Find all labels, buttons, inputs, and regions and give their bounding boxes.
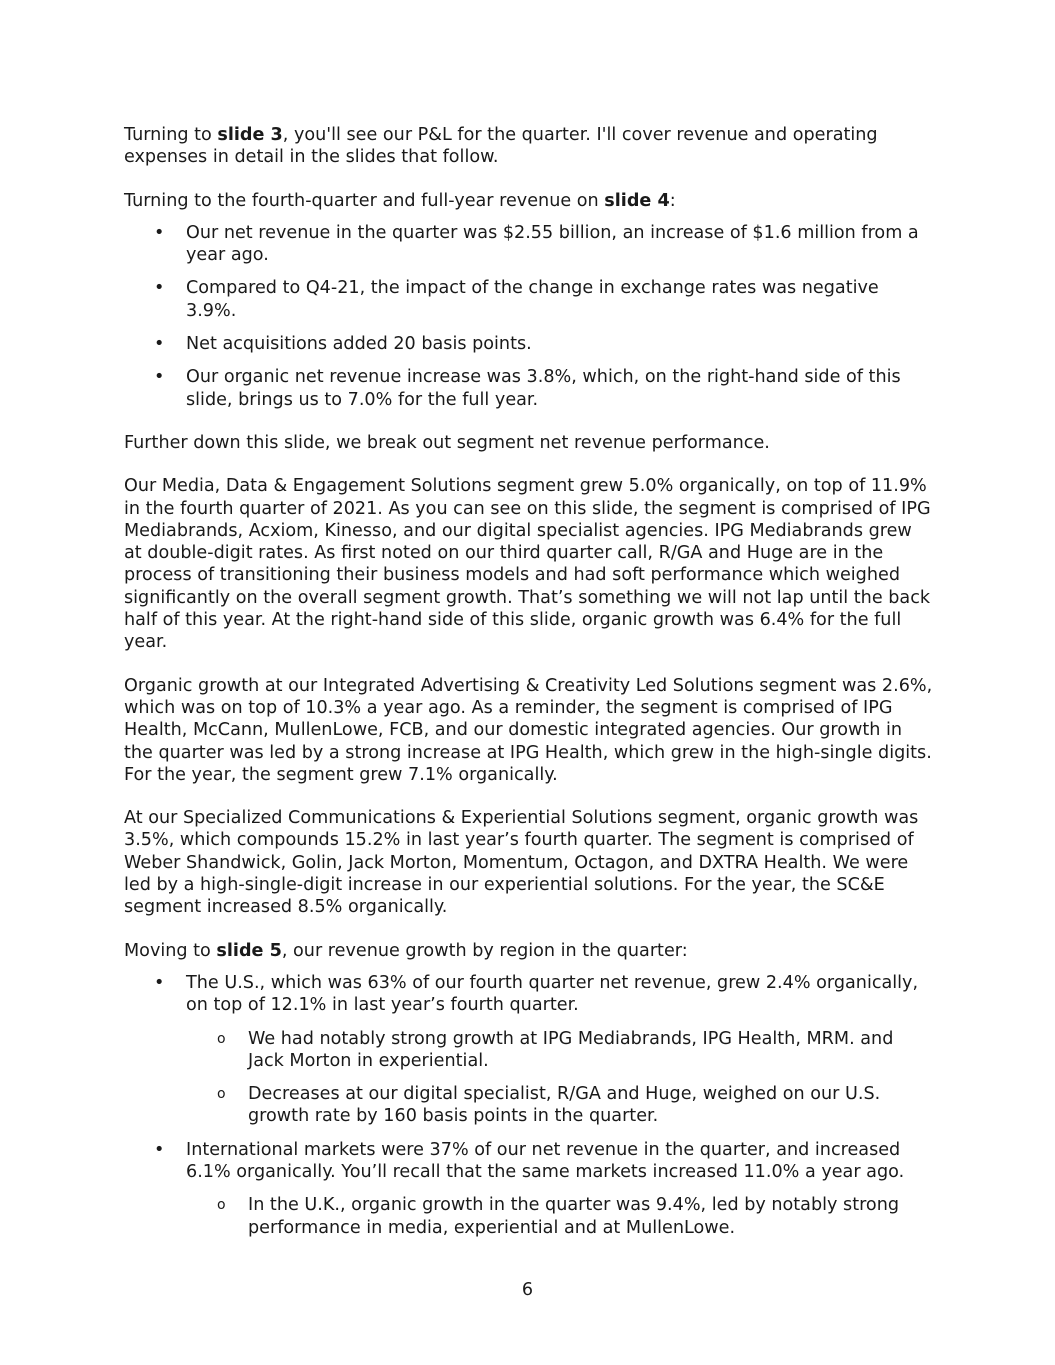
paragraph-iacls: Organic growth at our Integrated Advertising & Creativity Led Solutions segment was 2.6%, which was on top of 10.3% a year ago. As a reminder, the segment is comprised of IPG Health, McCann, MullenLowe, FCB, and our domestic integrated agencies. Our growth in the quarter was led by a strong increase at IPG Health, which grew in the high-single digits. For the year, the segment grew 7.1% organically. xyxy=(124,675,933,785)
paragraph-mdes: Our Media, Data & Engagement Solutions segment grew 5.0% organically, on top of 11.9% in the fourth quarter of 2021. As you can see on this slide, the segment is comprised of IPG Mediabrands, Acxiom, Kinesso, and our digital specialist agencies. IPG Mediabrands grew at double-digit rates. As first noted on our third quarter call, R/GA and Huge are in the process of transitioning their business models and had soft performance which weighed significantly on the overall segment growth. That’s something we will not lap until the back half of this year. At the right-hand side of this slide, organic growth was 6.4% for the full year. xyxy=(124,476,931,653)
intl-bullet-text: International markets were 37% of our net revenue in the quarter, and increased 6.1% organically. You’ll recall that the same markets increased 11.0% a year ago. xyxy=(186,1139,905,1182)
list-item xyxy=(124,1139,934,1239)
us-bullet-text: The U.S., which was 63% of our fourth quarter net revenue, grew 2.4% organically, on top of 12.1% in last year’s fourth quarter. xyxy=(186,972,919,1016)
sub-list-item: o We had notably strong growth at IPG Mediabrands, IPG Health, MRM. and Jack Morton in experiential. xyxy=(186,1028,934,1073)
list-item: • Compared to Q4-21, the impact of the change in exchange rates was negative 3.9%. xyxy=(124,277,934,322)
paragraph-segment-intro: Further down this slide, we break out segment net revenue performance. xyxy=(124,432,770,453)
slide-5-bullet-list xyxy=(124,972,934,1239)
paragraph-slide-4: Turning to the fourth-quarter and full-year revenue on slide 4: xyxy=(124,190,676,211)
paragraph-slide-5: Moving to slide 5, our revenue growth by region in the quarter: xyxy=(124,940,688,961)
paragraph-scees: At our Specialized Communications & Experiential Solutions segment, organic growth was 3.5%, which compounds 15.2% in last year’s fourth quarter. The segment is comprised of Weber Shandwick, Golin, Jack Morton, Momentum, Octagon, and DXTRA Health. We were led by a high-single-digit increase in our experiential solutions. For the year, the SC&E segment increased 8.5% organically. xyxy=(124,808,919,918)
list-item: • Our organic net revenue increase was 3.8%, which, on the right-hand side of this slide, brings us to 7.0% for the full year. xyxy=(124,366,934,411)
page-number: 6 xyxy=(521,1280,534,1300)
sub-list-item: o Decreases at our digital specialist, R/GA and Huge, weighed on our U.S. growth rate by 160 basis points in the quarter. xyxy=(186,1083,934,1128)
list-item: • Net acquisitions added 20 basis points. xyxy=(124,333,934,355)
slide-ref: slide 5 xyxy=(216,940,282,961)
us-sub-list xyxy=(186,1028,934,1128)
sub-list-item: o In the U.K., organic growth in the quarter was 9.4%, led by notably strong performance in media, experiential and at MullenLowe. xyxy=(186,1194,934,1239)
list-item xyxy=(124,972,934,1128)
document-body xyxy=(124,124,934,1260)
slide-ref: slide 4 xyxy=(604,190,670,211)
intl-sub-list xyxy=(186,1194,934,1239)
slide-4-bullet-list xyxy=(124,222,934,411)
list-item: • Our net revenue in the quarter was $2.55 billion, an increase of $1.6 million from a year ago. xyxy=(124,222,934,267)
paragraph-slide-3: Turning to slide 3, you'll see our P&L for the quarter. I'll cover revenue and operating expenses in detail in the slides that follow. xyxy=(124,125,878,168)
slide-ref: slide 3 xyxy=(217,125,283,145)
